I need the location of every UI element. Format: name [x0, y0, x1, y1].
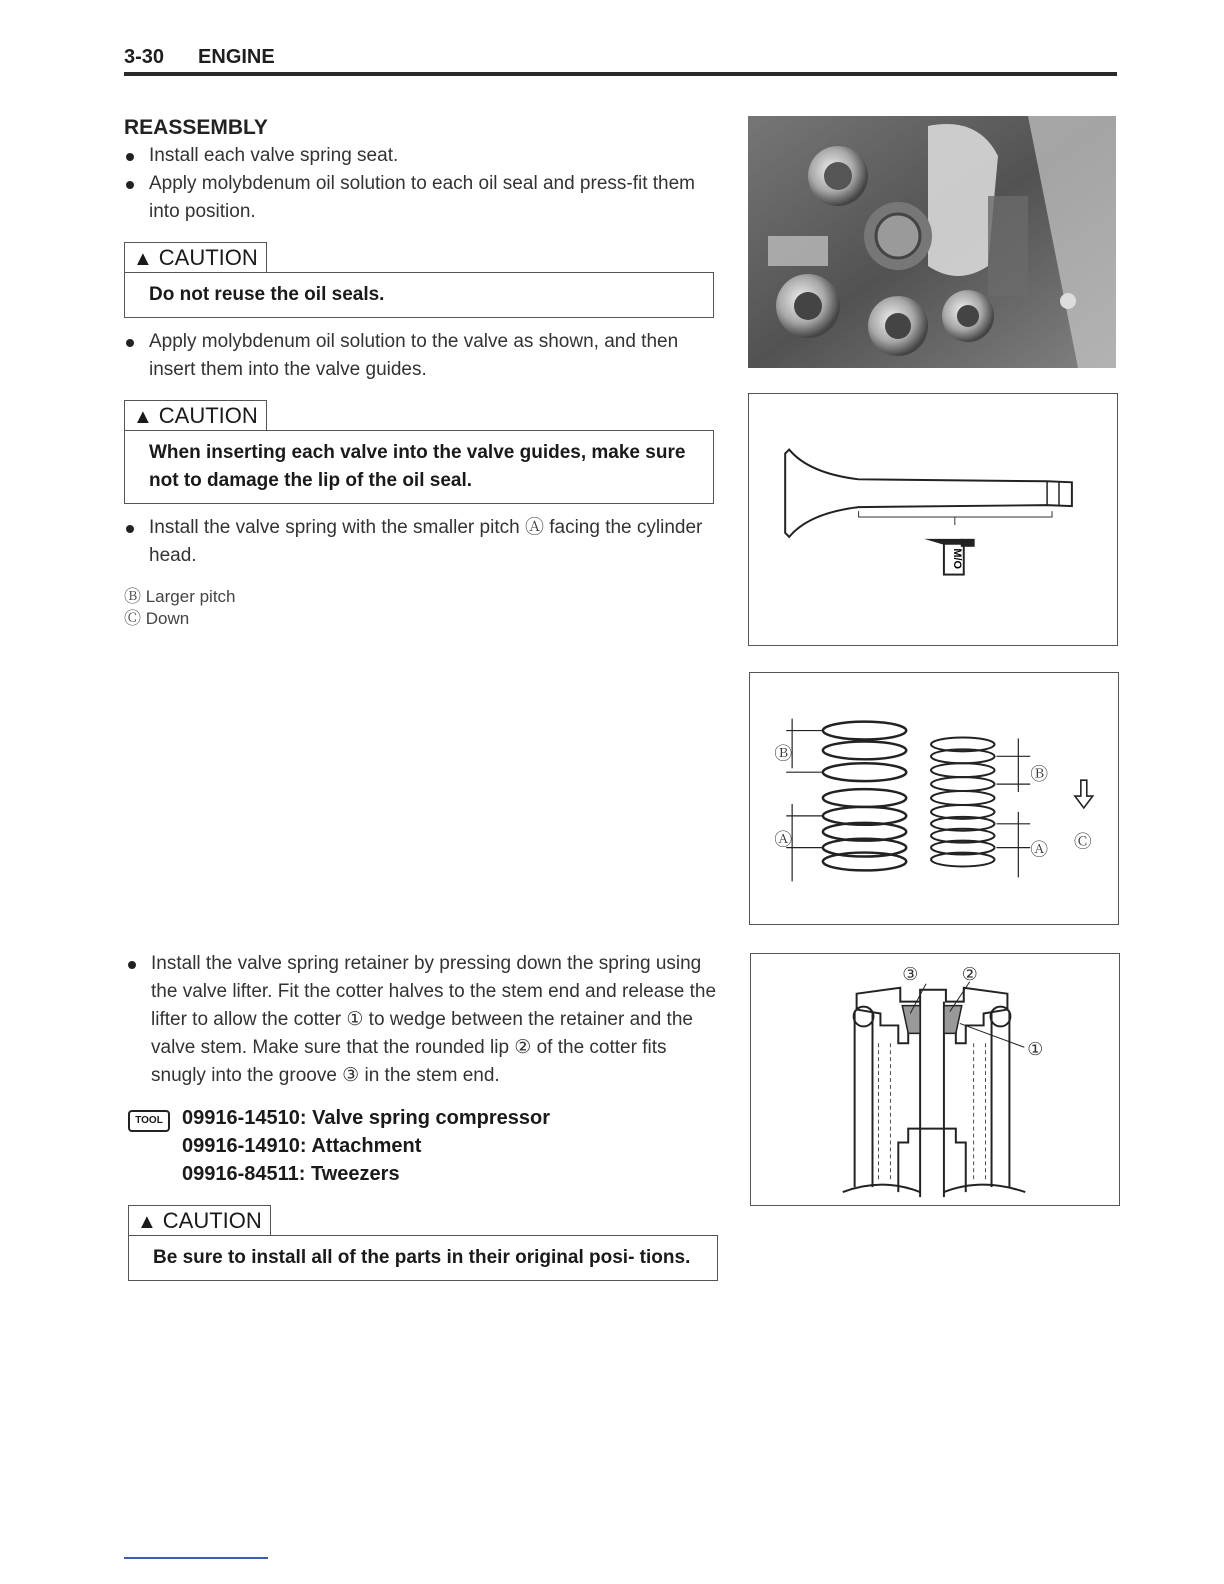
tool-item: 09916-84511: Tweezers [182, 1163, 400, 1185]
caution-label-text: CAUTION [158, 245, 258, 270]
label-3: ③ [902, 963, 919, 985]
valve-spring-figure [749, 672, 1119, 925]
large-spring [823, 722, 906, 871]
bullet-dot [126, 339, 134, 347]
legend-item-c: Ⓒ Down [124, 609, 190, 628]
label-2: ② [961, 963, 978, 985]
tool-list [128, 1104, 550, 1188]
caution-text: When inserting each valve into the valve guides, make sure not to damage the lip of the oil seal. [149, 442, 686, 491]
bullet-item [124, 514, 716, 570]
bullet-dot [126, 525, 134, 533]
section-title: ENGINE [198, 46, 275, 68]
bullet-text: Install the valve spring with the smaller pitch Ⓐ facing the cylinder head. [149, 517, 703, 566]
bullet-dot [128, 961, 136, 969]
label-b-left: Ⓑ [774, 743, 793, 765]
bullet-item [124, 328, 716, 384]
bullet-dot [126, 153, 134, 161]
oil-can-icon [924, 539, 975, 575]
small-spring [931, 737, 994, 866]
tool-item: 09916-14910: Attachment [182, 1135, 422, 1157]
bullet-text: Install each valve spring seat. [149, 145, 399, 166]
legend [124, 586, 236, 630]
bullet-item [124, 142, 716, 170]
tool-item: 09916-14510: Valve spring compressor [182, 1107, 550, 1129]
caution-label [124, 400, 267, 430]
warning-icon: ▲ [133, 248, 153, 270]
label-a-left: Ⓐ [774, 829, 793, 851]
caution-box [128, 1235, 718, 1281]
caution-box [124, 272, 714, 318]
warning-icon: ▲ [137, 1211, 157, 1233]
warning-icon: ▲ [133, 406, 153, 428]
label-a-right: Ⓐ [1030, 839, 1049, 861]
bullet-text: Apply molybdenum oil solution to the valve as shown, and then insert them into the valve guides. [149, 331, 679, 380]
header-rule [124, 72, 1117, 76]
reassembly-title: REASSEMBLY [124, 116, 268, 139]
valve-oil-figure [748, 393, 1118, 646]
footnote-rule [124, 1557, 268, 1559]
cylinder-head-photo [748, 116, 1116, 368]
bullet-dot [126, 181, 134, 189]
bullet-item [126, 950, 718, 1090]
tool-icon: TOOL [128, 1110, 170, 1132]
valve-cotter-figure [750, 953, 1120, 1206]
oil-can-label: M/O [950, 548, 963, 569]
label-c: Ⓒ [1073, 831, 1092, 853]
caution-label [124, 242, 267, 272]
arrow-down-icon [1075, 780, 1093, 808]
bullet-text: Apply molybdenum oil solution to each oil seal and press-fit them into position. [149, 173, 696, 222]
caution-text: Be sure to install all of the parts in their original posi- tions. [153, 1247, 691, 1268]
legend-item-b: Ⓑ Larger pitch [124, 587, 236, 606]
page-number: 3-30 [124, 46, 165, 68]
cotter-halves [902, 1006, 962, 1034]
label-1: ① [1027, 1039, 1044, 1061]
bullet-item [124, 170, 716, 226]
caution-text: Do not reuse the oil seals. [149, 284, 385, 305]
label-b-right: Ⓑ [1030, 764, 1049, 786]
caution-label-text: CAUTION [162, 1208, 262, 1233]
bullet-text: Install the valve spring retainer by pressing down the spring using the valve lifter. Fit the cotter halves to the stem end and release the lifter to allow the cotter ① to wedge between the retainer and the valve stem. Make sure that the rounded lip ② of the cotter fits snugly into the groove ③ in the stem end. [151, 953, 717, 1086]
header-text [124, 46, 275, 69]
caution-box [124, 430, 714, 504]
caution-label-text: CAUTION [158, 403, 258, 428]
caution-label [128, 1205, 271, 1235]
